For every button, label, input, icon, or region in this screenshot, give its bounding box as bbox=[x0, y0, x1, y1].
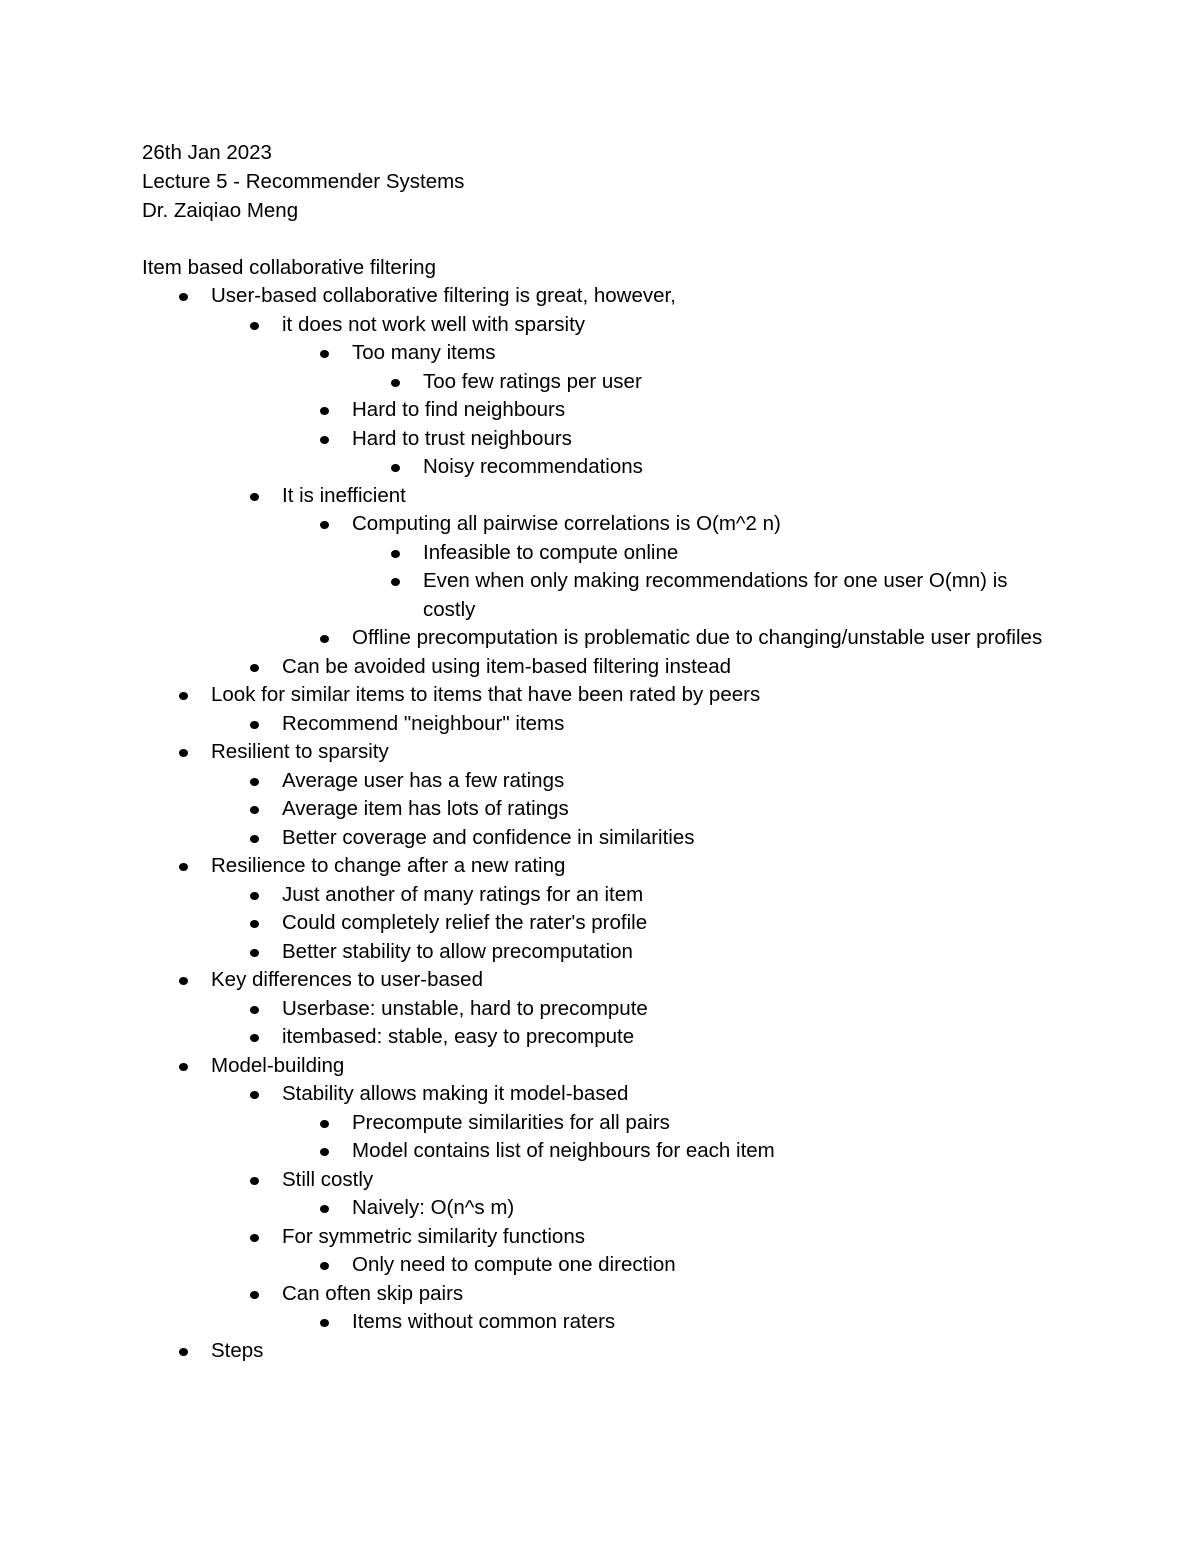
section-title: Item based collaborative filtering bbox=[142, 256, 436, 279]
bullet-icon bbox=[179, 863, 188, 871]
list-item-text: Average item has lots of ratings bbox=[282, 797, 569, 820]
list-item-text: Just another of many ratings for an item bbox=[282, 882, 644, 906]
bullet-icon bbox=[250, 892, 259, 900]
bullet-icon bbox=[250, 1291, 259, 1299]
list-item bbox=[0, 453, 1200, 482]
list-item bbox=[0, 1109, 1200, 1138]
list-item-text: Better stability to allow precomputation bbox=[282, 939, 633, 963]
bullet-icon bbox=[179, 749, 188, 757]
list-item bbox=[0, 1194, 1200, 1223]
bullet-icon bbox=[320, 1205, 329, 1213]
list-item bbox=[0, 767, 1200, 796]
list-item-text: Hard to find neighbours bbox=[352, 398, 566, 421]
list-item-text: Noisy recommendations bbox=[423, 455, 643, 478]
list-item bbox=[0, 1337, 1200, 1366]
list-item bbox=[0, 624, 1200, 653]
list-item-text: Too many items bbox=[352, 341, 496, 364]
list-item-text: Naively: O(n^s m) bbox=[352, 1196, 515, 1219]
list-item-text: Stability allows making it model-based bbox=[282, 1082, 629, 1105]
list-item bbox=[0, 795, 1200, 824]
list-item-text: For symmetric similarity functions bbox=[282, 1224, 585, 1248]
list-item-text: it does not work well with sparsity bbox=[282, 312, 586, 336]
bullet-icon bbox=[250, 1034, 259, 1042]
list-item-text: It is inefficient bbox=[282, 483, 406, 507]
list-item-text: Computing all pairwise correlations is O(m^2 n) bbox=[352, 512, 781, 535]
list-item-text: Better coverage and confidence in similarities bbox=[282, 825, 695, 849]
bullet-icon bbox=[391, 578, 400, 586]
list-item bbox=[0, 738, 1200, 767]
list-item bbox=[0, 567, 1200, 624]
bullet-icon bbox=[250, 806, 259, 814]
list-item bbox=[0, 710, 1200, 739]
bullet-icon bbox=[250, 1091, 259, 1099]
bullet-icon bbox=[179, 977, 188, 985]
list-item-text: Offline precomputation is problematic due to changing/unstable user profiles bbox=[352, 626, 1043, 649]
bullet-icon bbox=[391, 379, 400, 387]
lecturer-name: Dr. Zaiqiao Meng bbox=[142, 199, 299, 222]
bullet-icon bbox=[320, 436, 329, 444]
list-item bbox=[0, 539, 1200, 568]
list-item-text: Items without common raters bbox=[352, 1310, 616, 1333]
list-item bbox=[0, 1080, 1200, 1109]
list-item-text: Look for similar items to items that have been rated by peers bbox=[211, 683, 761, 706]
list-item bbox=[0, 339, 1200, 368]
bullet-icon bbox=[250, 949, 259, 957]
list-item bbox=[0, 653, 1200, 682]
bullet-icon bbox=[250, 1234, 259, 1242]
list-item-text: Key differences to user-based bbox=[211, 968, 483, 991]
bullet-icon bbox=[250, 322, 259, 330]
list-item bbox=[0, 425, 1200, 454]
list-item-text: Model-building bbox=[211, 1053, 345, 1077]
list-item-text: Recommend "neighbour" items bbox=[282, 711, 565, 735]
list-item bbox=[0, 881, 1200, 910]
list-item-text: Only need to compute one direction bbox=[352, 1253, 676, 1276]
list-item bbox=[0, 396, 1200, 425]
list-item-text: itembased: stable, easy to precompute bbox=[282, 1025, 635, 1048]
list-item bbox=[0, 1223, 1200, 1252]
bullet-icon bbox=[179, 692, 188, 700]
bullet-icon bbox=[250, 493, 259, 501]
list-item-text: Resilient to sparsity bbox=[211, 740, 389, 763]
bullet-icon bbox=[250, 920, 259, 928]
list-item bbox=[0, 1166, 1200, 1195]
list-item bbox=[0, 482, 1200, 511]
list-item-text: Could completely relief the rater's profile bbox=[282, 911, 648, 934]
bullet-icon bbox=[320, 407, 329, 415]
list-item-text: Even when only making recommendations for one user O(mn) is costly bbox=[423, 569, 1008, 621]
bullet-icon bbox=[320, 1120, 329, 1128]
list-item-text: Infeasible to compute online bbox=[423, 540, 679, 564]
list-item-text: Precompute similarities for all pairs bbox=[352, 1110, 670, 1134]
bullet-icon bbox=[179, 293, 188, 301]
list-item-text: Userbase: unstable, hard to precompute bbox=[282, 996, 648, 1020]
bullet-icon bbox=[320, 1319, 329, 1327]
list-item bbox=[0, 824, 1200, 853]
bullet-outline bbox=[0, 282, 1200, 1365]
bullet-icon bbox=[179, 1348, 188, 1356]
list-item bbox=[0, 282, 1200, 311]
list-item-text: Model contains list of neighbours for each item bbox=[352, 1139, 775, 1162]
list-item-text: Can often skip pairs bbox=[282, 1281, 464, 1305]
bullet-icon bbox=[250, 835, 259, 843]
list-item bbox=[0, 368, 1200, 397]
bullet-icon bbox=[320, 350, 329, 358]
list-item bbox=[0, 681, 1200, 710]
list-item bbox=[0, 1052, 1200, 1081]
list-item bbox=[0, 966, 1200, 995]
bullet-icon bbox=[320, 521, 329, 529]
list-item bbox=[0, 995, 1200, 1024]
list-item bbox=[0, 311, 1200, 340]
list-item bbox=[0, 1137, 1200, 1166]
list-item bbox=[0, 909, 1200, 938]
list-item-text: Steps bbox=[211, 1338, 264, 1362]
list-item-text: Still costly bbox=[282, 1167, 374, 1191]
bullet-icon bbox=[250, 1006, 259, 1014]
list-item bbox=[0, 1023, 1200, 1052]
list-item-text: Resilience to change after a new rating bbox=[211, 854, 566, 877]
bullet-icon bbox=[320, 1148, 329, 1156]
bullet-icon bbox=[391, 464, 400, 472]
list-item-text: User-based collaborative filtering is great, however, bbox=[211, 284, 676, 307]
list-item-text: Can be avoided using item-based filtering instead bbox=[282, 654, 731, 678]
list-item bbox=[0, 852, 1200, 881]
bullet-icon bbox=[179, 1063, 188, 1071]
list-item-text: Too few ratings per user bbox=[423, 369, 642, 393]
bullet-icon bbox=[391, 550, 400, 558]
list-item bbox=[0, 1280, 1200, 1309]
lecture-title: Lecture 5 - Recommender Systems bbox=[142, 170, 465, 193]
list-item bbox=[0, 510, 1200, 539]
list-item bbox=[0, 938, 1200, 967]
date-line: 26th Jan 2023 bbox=[142, 141, 272, 164]
list-item-text: Average user has a few ratings bbox=[282, 768, 565, 792]
list-item bbox=[0, 1251, 1200, 1280]
bullet-icon bbox=[320, 635, 329, 643]
bullet-icon bbox=[250, 664, 259, 672]
list-item-text: Hard to trust neighbours bbox=[352, 426, 572, 450]
bullet-icon bbox=[320, 1262, 329, 1270]
bullet-icon bbox=[250, 721, 259, 729]
bullet-icon bbox=[250, 1177, 259, 1185]
bullet-icon bbox=[250, 778, 259, 786]
list-item bbox=[0, 1308, 1200, 1337]
